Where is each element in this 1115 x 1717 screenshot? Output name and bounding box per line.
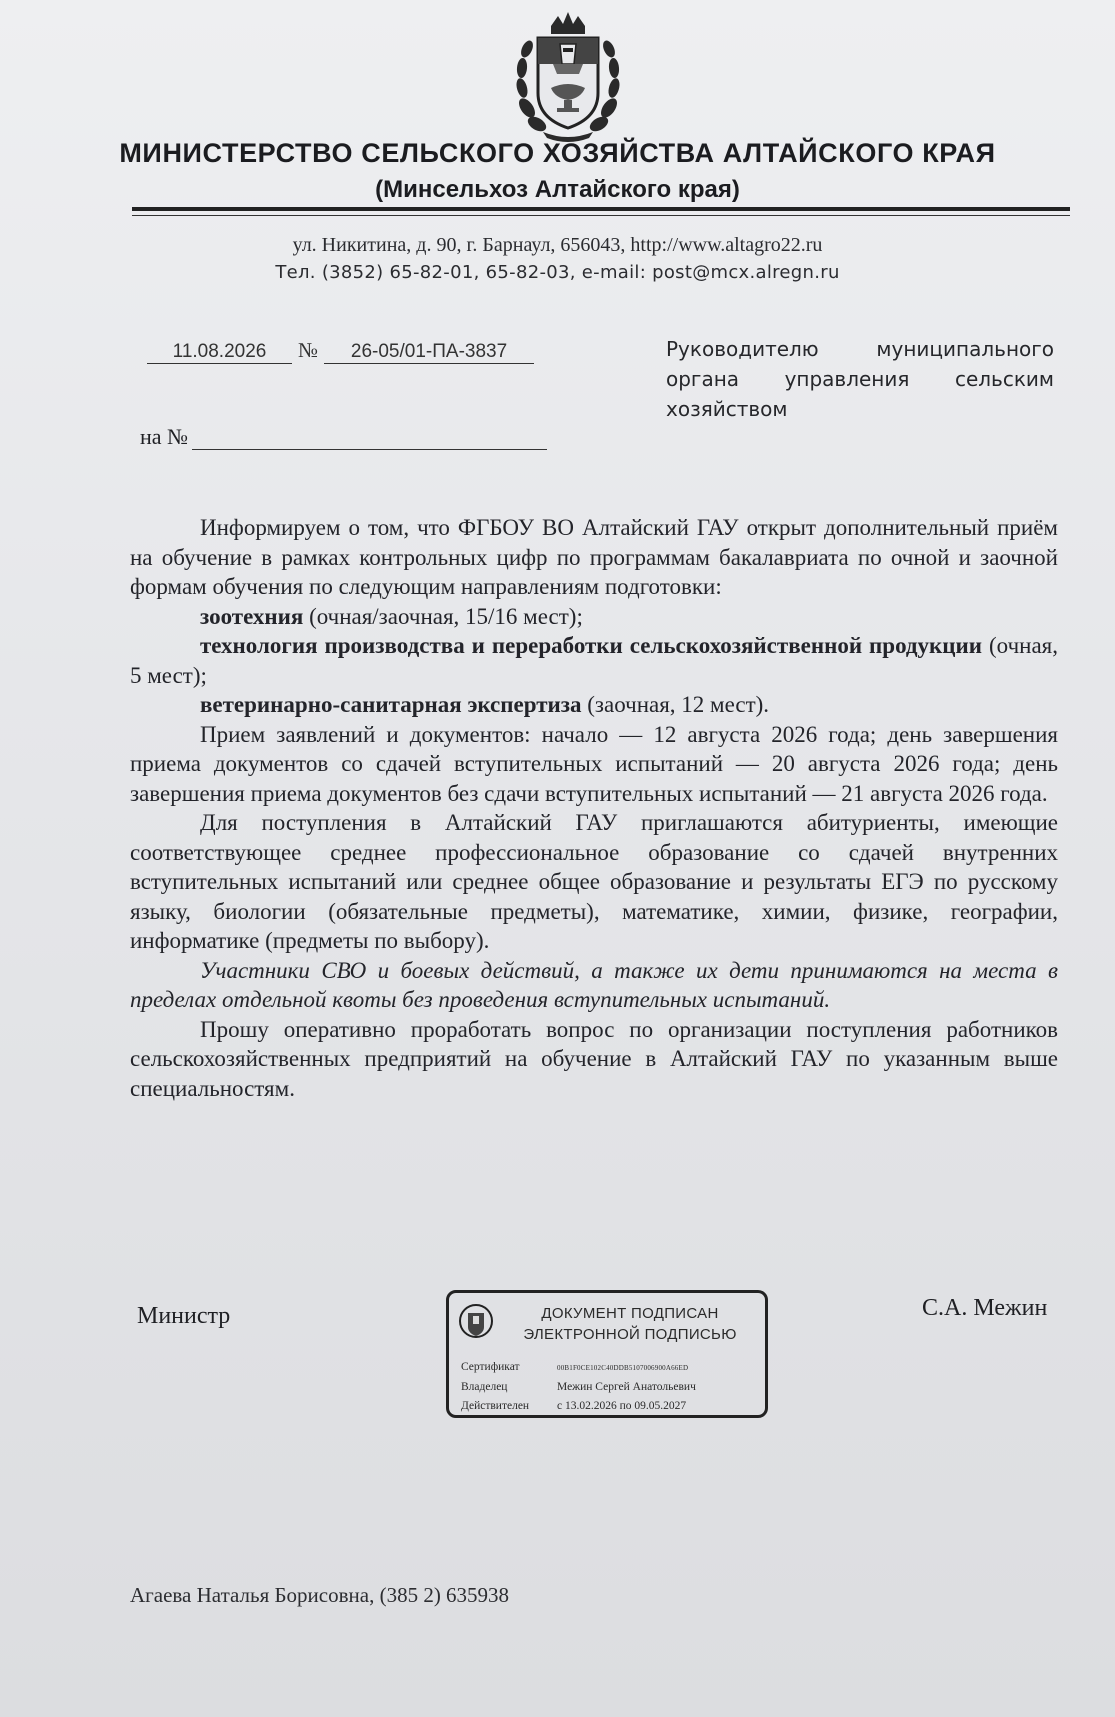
header-rule-thin [132,215,1070,216]
request-paragraph: Прошу оперативно проработать вопрос по организации поступления работников сельскохозяйственных предприятий на обучение в Алтайский ГАУ по указанным выше специальностям. [130,1016,1058,1101]
signer-position: Министр [137,1303,231,1329]
coat-of-arms-icon [513,8,623,143]
stamp-cert-label: Сертификат [461,1361,520,1373]
stamp-valid-label: Действителен [461,1400,530,1412]
stamp-title-line: ДОКУМЕНТ ПОДПИСАН [541,1305,719,1322]
ministry-contacts: Тел. (3852) 65-82-01, 65-82-03, e-mail: post@mcx.alregn.ru [275,262,840,283]
letter-number: 26-05/01-ПА-3837 [324,341,534,364]
stamp-title-line: ЭЛЕКТРОННОЙ ПОДПИСЬЮ [523,1326,737,1343]
signature-block [0,1295,1115,1435]
letter-body [130,513,1058,1103]
stamp-owner-label: Владелец [461,1381,508,1393]
stamp-cert-value: 00B1F0CE102C40DDB5107006900A66ED [557,1364,689,1372]
program-name: технология производства и переработки сельскохозяйственной продукции [200,633,983,658]
reply-label: на № [140,424,189,449]
reply-reference [140,424,547,450]
program-item [130,631,1058,690]
ministry-short-name: (Минсельхоз Алтайского края) [375,176,740,203]
program-detail: (очная/заочная, 15/16 мест); [303,603,583,629]
reply-number-blank [192,431,547,450]
stamp-title [499,1303,761,1345]
stamp-emblem-icon [458,1301,494,1341]
electronic-signature-stamp [446,1290,768,1418]
letter-date: 11.08.2026 [147,341,292,364]
dates-paragraph: Прием заявлений и документов: начало — 12 августа 2026 года; день завершения приема документов со сдачей вступительных испытаний — 20 августа 2026 года; день завершения приема документов без сдачи вступительных испытаний — 21 августа 2026 года. [130,721,1058,806]
program-name: зоотехния [200,603,304,629]
program-name: ветеринарно-санитарная экспертиза [200,692,582,717]
program-detail: (очная, 5 мест); [130,633,1058,688]
stamp-details [461,1358,696,1416]
stamp-owner-row [461,1378,696,1397]
registration-line [147,338,534,364]
svo-paragraph: Участники СВО и боевых действий, а также их дети принимаются на места в пределах отдельной квоты без проведения вступительных испытаний. [130,957,1058,1012]
signer-name: С.А. Межин [922,1295,1048,1321]
stamp-valid-row [461,1397,696,1416]
applicants-paragraph: Для поступления в Алтайский ГАУ приглашаются абитуриенты, имеющие соответствующее среднее профессиональное образование со сдачей внутренних вступительных испытаний или среднее общее образование и результаты ЕГЭ по русскому языку, биологии (обязательные предметы), математике, химии, физике, географии, информатике (предметы по выбору). [130,810,1058,953]
ministry-address: ул. Никитина, д. 90, г. Барнаул, 656043, http://www.altagro22.ru [292,234,823,256]
number-sign: № [298,338,319,362]
header-rule-thick [132,207,1070,211]
stamp-owner-value: Межин Сергей Анатольевич [557,1381,696,1393]
intro-paragraph: Информируем о том, что ФГБОУ ВО Алтайский ГАУ открыт дополнительный приём на обучение в рамках контрольных цифр по программам бакалавриата по очной и заочной формам обучения по следующим направлениям подготовки: [130,515,1058,599]
program-item [130,690,1058,720]
program-item [130,602,1058,632]
addressee: Руководителю муниципального органа управления сельским хозяйством [666,337,1054,421]
stamp-cert-row [461,1358,696,1378]
ministry-name: МИНИСТЕРСТВО СЕЛЬСКОГО ХОЗЯЙСТВА АЛТАЙСКОГО КРАЯ [119,138,996,168]
executor-contact: Агаева Наталья Борисовна, (385 2) 635938 [130,1583,510,1607]
stamp-valid-value: с 13.02.2026 по 09.05.2027 [557,1400,687,1412]
program-detail: (заочная, 12 мест). [581,692,770,717]
